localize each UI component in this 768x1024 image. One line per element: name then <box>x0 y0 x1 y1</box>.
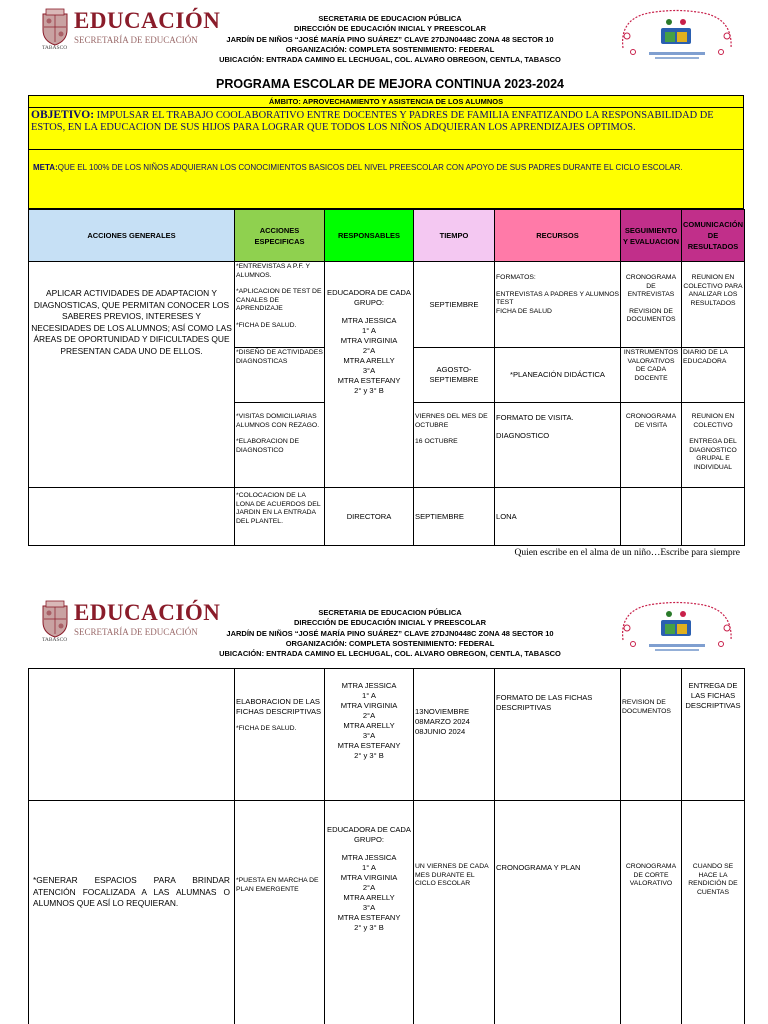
resource-item: ENTREVISTAS A PADRES Y ALUMNOS <box>496 290 620 298</box>
objetivo-text: IMPULSAR EL TRABAJO COOLABORATIVO ENTRE DOCENTES Y PADRES DE FAMILIA ENFATIZANDO LA RESPONSABILIDAD DE ESTOS, EN LA EDUCACION DE SUS HIJOS PARA LOGRAR QUE TODOS LOS NIÑOS ADQUIERAN LOS APRENDIZAJES OPTIMOS. <box>31 110 714 133</box>
time-cell <box>414 669 495 801</box>
responsable-line: 3°A <box>362 731 376 740</box>
empty-cell <box>682 488 745 546</box>
page-gap <box>0 578 768 592</box>
responsable-line: MTRA ARELLY <box>343 893 395 902</box>
state-label: TABASCO <box>42 45 68 51</box>
responsable-line: MTRA ESTEFANY <box>337 376 401 385</box>
comunicacion-item: ENTREGA DEL DIAGNOSTICO GRUPAL E INDIVIDUAL <box>689 438 737 471</box>
seguimiento-item: REVISION DE DOCUMENTOS <box>626 307 676 324</box>
specific-action-cell: *COLOCACION DE LA LONA DE ACUERDOS DEL JARDIN EN LA ENTRADA DEL PLANTEL. <box>235 488 325 546</box>
resource-item: FORMATO DE VISITA. <box>496 413 574 422</box>
school-logo-icon <box>615 6 740 70</box>
meta-box <box>28 150 744 209</box>
specific-action-item: *APLICACION DE TEST DE CANALES DE APRENDIZAJE <box>236 288 322 313</box>
resource-item: TEST <box>496 299 514 307</box>
resource-item: DIAGNOSTICO <box>496 431 550 440</box>
meta-text: QUE EL 100% DE LOS NIÑOS ADQUIERAN LOS CONOCIMIENTOS BASICOS DEL NIVEL PREESCOLAR CON APOYO DE SUS PADRES DURANTE EL CICLO ESCOLAR. <box>57 163 683 172</box>
col-header-especificas: ACCIONES ESPECIFICAS <box>235 210 325 262</box>
col-header-comunicacion: COMUNICACIÓN DE RESULTADOS <box>682 210 745 262</box>
responsable-line: MTRA ESTEFANY <box>337 913 401 922</box>
state-label: TABASCO <box>42 637 68 643</box>
responsable-line: 3°A <box>362 366 376 375</box>
resources-cell: LONA <box>495 488 621 546</box>
header-line: SECRETARIA DE EDUCACION PÚBLICA <box>318 14 462 23</box>
time-cell: SEPTIEMBRE <box>414 262 495 348</box>
header-line: JARDÍN DE NIÑOS “JOSÉ MARÍA PINO SUÁREZ” CLAVE 27DJN0448C ZONA 48 SECTOR 10 <box>226 628 554 638</box>
time-cell: SEPTIEMBRE <box>414 488 495 546</box>
header-line: ORGANIZACIÓN: COMPLETA SOSTENIMIENTO: FEDERAL <box>285 638 495 648</box>
responsables-cell: DIRECTORA <box>325 488 414 546</box>
responsable-line: 1° A <box>361 326 376 335</box>
brand-subtitle: SECRETARÍA DE EDUCACIÓN <box>74 35 198 45</box>
seguimiento-cell: CRONOGRAMA DE VISITA <box>621 403 682 488</box>
responsable-line: 2°A <box>362 346 376 355</box>
header-line: DIRECCIÓN DE EDUCACIÓN INICIAL Y PREESCOLAR <box>293 618 487 628</box>
comunicacion-item: REUNION EN COLECTIVO <box>691 413 735 429</box>
actions-table-continued <box>28 668 745 1024</box>
objetivo-box <box>28 108 744 150</box>
table-row <box>29 262 745 348</box>
comunicacion-cell: DIARIO DE LA EDUCADORA <box>682 348 745 403</box>
specific-action-cell: *PUESTA EN MARCHA DE PLAN EMERGENTE <box>235 801 325 1024</box>
time-item: 16 OCTUBRE <box>415 438 458 446</box>
responsable-line: 2° y 3° B <box>354 751 384 760</box>
header-line: DIRECCIÓN DE EDUCACIÓN INICIAL Y PREESCOLAR <box>293 24 487 34</box>
header-lines <box>150 608 630 659</box>
brand-subtitle: SECRETARÍA DE EDUCACIÓN <box>74 627 198 637</box>
specific-action-item: *FICHA DE SALUD. <box>236 725 297 732</box>
seguimiento-cell: INSTRUMENTOS VALORATIVOS DE CADA DOCENTE <box>621 348 682 403</box>
responsable-line: MTRA JESSICA <box>341 316 397 325</box>
meta-label: META: <box>33 163 58 172</box>
specific-action-cell <box>235 669 325 801</box>
responsable-line: MTRA VIRGINIA <box>340 873 398 882</box>
specific-action-cell <box>235 262 325 348</box>
comunicacion-cell: ENTREGA DE LAS FICHAS DESCRIPTIVAS <box>682 669 745 801</box>
resources-cell: FORMATO DE LAS FICHAS DESCRIPTIVAS <box>495 669 621 801</box>
time-item: 08JUNIO 2024 <box>415 727 466 736</box>
header-line: JARDÍN DE NIÑOS “JOSÉ MARÍA PINO SUÁREZ” CLAVE 27DJN0448C ZONA 48 SECTOR 10 <box>226 34 554 44</box>
responsable-line: 2° y 3° B <box>354 923 384 932</box>
header-line: UBICACIÓN: ENTRADA CAMINO EL LECHUGAL, COL. ALVARO OBREGON, CENTLA, TABASCO <box>219 649 561 659</box>
objetivo-label: OBJETIVO: <box>31 109 95 121</box>
responsable-line: MTRA ARELLY <box>343 356 395 365</box>
comunicacion-cell: CUANDO SE HACE LA RENDICIÓN DE CUENTAS <box>682 801 745 1024</box>
responsable-line: MTRA JESSICA <box>341 681 397 690</box>
table-row <box>29 488 745 546</box>
responsables-cell <box>325 801 414 1024</box>
responsable-line: 1° A <box>361 691 376 700</box>
time-item: 13NOVIEMBRE <box>415 707 470 716</box>
seguimiento-cell <box>621 262 682 348</box>
col-header-responsables: RESPONSABLES <box>325 210 414 262</box>
col-header-tiempo: TIEMPO <box>414 210 495 262</box>
seguimiento-cell: CRONOGRAMA DE CORTE VALORATIVO <box>621 801 682 1024</box>
time-cell: UN VIERNES DE CADA MES DURANTE EL CICLO ESCOLAR <box>414 801 495 1024</box>
time-item: 08MARZO 2024 <box>415 717 470 726</box>
empty-cell <box>621 488 682 546</box>
responsable-line: MTRA JESSICA <box>341 853 397 862</box>
seguimiento-cell: REVISION DE DOCUMENTOS <box>621 669 682 801</box>
header-lines <box>150 14 630 65</box>
col-header-seguimiento: SEGUIMIENTO Y EVALUACION <box>621 210 682 262</box>
responsable-line: EDUCADORA DE CADA GRUPO: <box>327 825 411 844</box>
table-row <box>29 801 745 1024</box>
responsables-cell <box>325 669 414 801</box>
general-action-cell: *GENERAR ESPACIOS PARA BRINDAR ATENCIÓN FOCALIZADA A LAS ALUMNAS O ALUMNOS QUE ASÍ LO REQUIERAN. <box>29 801 235 1024</box>
resources-cell: *PLANEACIÓN DIDÁCTICA <box>495 348 621 403</box>
specific-action-item: *ENTREVISTAS A P.F. Y ALUMNOS. <box>236 263 310 279</box>
time-item: VIERNES DEL MES DE OCTUBRE <box>415 413 488 429</box>
specific-action-cell <box>235 403 325 488</box>
general-action-cell: APLICAR ACTIVIDADES DE ADAPTACION Y DIAGNOSTICAS, QUE PERMITAN CONOCER LOS SABERES PREVIOS, INTERESES Y NECESIDADES DE LOS ALUMNOS; ASÍ COMO LAS ÁREAS DE OPORTUNIDAD Y DIFICULTADES QUE PRESENTAN CADA UNO DE ELLOS. <box>29 262 235 488</box>
time-cell <box>414 403 495 488</box>
table-header-row <box>29 210 745 262</box>
actions-table <box>28 209 745 546</box>
responsable-line: EDUCADORA DE CADA GRUPO: <box>327 288 411 307</box>
resource-item: FORMATOS: <box>496 274 536 281</box>
resources-cell <box>495 403 621 488</box>
responsable-line: 2°A <box>362 883 376 892</box>
specific-action-item: *VISITAS DOMICILIARIAS ALUMNOS CON REZAGO. <box>236 413 320 429</box>
ambito-banner: ÁMBITO: APROVECHAMIENTO Y ASISTENCIA DE LOS ALUMNOS <box>28 95 744 108</box>
footer-quote: Quien escribe en el alma de un niño…Escribe para siempre <box>514 548 740 558</box>
brand-name: EDUCACIÓN <box>74 600 221 625</box>
table-row <box>29 669 745 801</box>
resources-cell: CRONOGRAMA Y PLAN <box>495 801 621 1024</box>
resource-item: FICHA DE SALUD <box>496 307 552 315</box>
responsable-line: MTRA ARELLY <box>343 721 395 730</box>
responsable-line: 2° y 3° B <box>354 386 384 395</box>
responsable-line: 3°A <box>362 903 376 912</box>
school-logo-icon <box>615 598 740 662</box>
responsables-cell <box>325 262 414 488</box>
seguimiento-item: CRONOGRAMA DE ENTREVISTAS <box>625 274 677 299</box>
program-title: PROGRAMA ESCOLAR DE MEJORA CONTINUA 2023-2024 <box>216 77 564 91</box>
responsable-line: 1° A <box>361 863 376 872</box>
col-header-generales: ACCIONES GENERALES <box>29 210 235 262</box>
responsable-line: MTRA ESTEFANY <box>337 741 401 750</box>
col-header-recursos: RECURSOS <box>495 210 621 262</box>
time-cell: AGOSTO-SEPTIEMBRE <box>414 348 495 403</box>
header-line: SECRETARIA DE EDUCACION PÚBLICA <box>318 608 462 617</box>
responsable-line: MTRA VIRGINIA <box>340 336 398 345</box>
specific-action-cell: *DISEÑO DE ACTIVIDADES DIAGNOSTICAS <box>235 348 325 403</box>
state-seal-icon <box>40 600 70 638</box>
specific-action-item: ELABORACION DE LAS FICHAS DESCRIPTIVAS <box>236 697 322 716</box>
header-line: ORGANIZACIÓN: COMPLETA SOSTENIMIENTO: FEDERAL <box>285 44 495 54</box>
comunicacion-cell: REUNION EN COLECTIVO PARA ANALIZAR LOS RESULTADOS <box>682 262 745 348</box>
brand-name: EDUCACIÓN <box>74 8 221 33</box>
state-seal-icon <box>40 8 70 46</box>
empty-cell <box>29 669 235 801</box>
comunicacion-cell <box>682 403 745 488</box>
responsable-line: 2°A <box>362 711 376 720</box>
empty-cell <box>29 488 235 546</box>
specific-action-item: *FICHA DE SALUD. <box>236 321 297 329</box>
resources-cell <box>495 262 621 348</box>
specific-action-item: *ELABORACION DE DIAGNOSTICO <box>236 438 300 454</box>
header-line: UBICACIÓN: ENTRADA CAMINO EL LECHUGAL, COL. ALVARO OBREGON, CENTLA, TABASCO <box>219 55 561 65</box>
responsable-line: MTRA VIRGINIA <box>340 701 398 710</box>
